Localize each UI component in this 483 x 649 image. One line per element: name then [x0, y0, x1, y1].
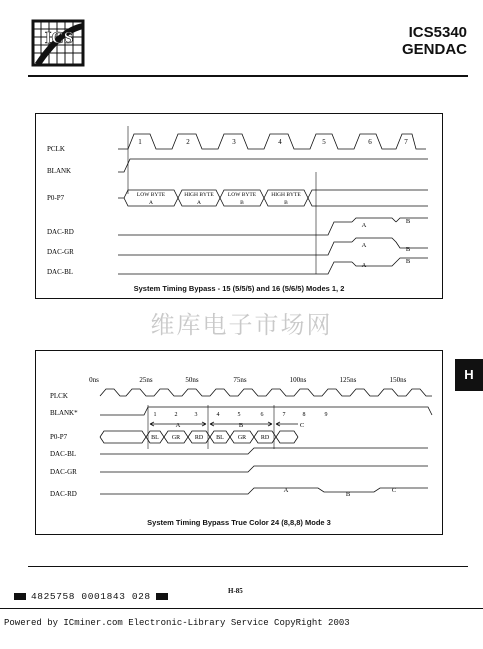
bus-byte-label: B [240, 200, 244, 206]
signal-label: DAC-RD [47, 228, 74, 236]
clock-number: 1 [138, 138, 142, 146]
clock-number: 6 [368, 138, 372, 146]
signal-label: PLCK [50, 392, 68, 400]
signal-label: PCLK [47, 145, 65, 153]
logo-text: ICS [44, 28, 74, 47]
barcode-block-icon [156, 593, 168, 600]
group-label: A [175, 422, 181, 429]
bus-value: RD [260, 435, 270, 441]
clock-number: 7 [282, 412, 286, 418]
dac-value-label: A [283, 487, 289, 494]
clock-number: 6 [260, 412, 264, 418]
page-bottom-rule [0, 608, 483, 609]
signal-label: DAC-GR [50, 468, 77, 476]
clock-number: 3 [194, 412, 198, 418]
page-number: H-85 [228, 587, 243, 595]
dac-value-label: A [361, 262, 367, 269]
time-label: 50ns [185, 376, 199, 384]
bus-value: RD [194, 435, 204, 441]
ics-logo [29, 15, 87, 71]
clock-number: 2 [174, 412, 178, 418]
bus-value: GR [171, 435, 181, 441]
clock-number: 1 [153, 412, 157, 418]
signal-label: BLANK* [50, 409, 78, 417]
barcode-text: 4825758 0001843 028 [31, 591, 151, 602]
watermark: 维库电子市场网 [150, 311, 333, 339]
diagram-1-caption: System Timing Bypass - 15 (5/5/5) and 16 (5/6/5) Modes 1, 2 [133, 284, 345, 293]
header-rule [28, 75, 468, 77]
clock-number: 8 [302, 412, 306, 418]
dac-value-label: B [405, 258, 411, 265]
time-label: 125ns [339, 376, 357, 384]
dac-value-label: A [361, 222, 367, 229]
section-tab: H [455, 359, 483, 391]
barcode-block-icon [14, 593, 26, 600]
clock-number: 5 [322, 138, 326, 146]
dac-value-label: B [405, 218, 411, 225]
signal-label: DAC-BL [47, 268, 74, 276]
footer-text: Powered by ICminer.com Electronic-Library Service CopyRight 2003 [4, 618, 350, 628]
clock-number: 4 [278, 138, 282, 146]
timing-diagram-2 [35, 350, 443, 535]
bus-byte-label: B [284, 200, 288, 206]
part-name: GENDAC [401, 41, 467, 58]
diagram-2-caption: System Timing Bypass True Color 24 (8,8,8) Mode 3 [147, 518, 331, 527]
time-label: 75ns [233, 376, 247, 384]
bus-byte-label: A [149, 200, 153, 206]
dac-value-label: B [345, 491, 351, 498]
footer-rule [28, 566, 468, 567]
timing-diagram-1 [35, 113, 443, 299]
time-label: 0ns [89, 376, 99, 384]
bus-value: GR [237, 435, 247, 441]
part-number: ICS5340 [408, 24, 467, 41]
bus-byte-label: LOW BYTE [227, 192, 257, 198]
clock-number: 3 [232, 138, 236, 146]
clock-number: 7 [404, 138, 408, 146]
bus-value: BL [151, 435, 159, 441]
time-label: 100ns [289, 376, 307, 384]
signal-label: DAC-BL [50, 450, 77, 458]
signal-label: BLANK [47, 167, 72, 175]
clock-number: 9 [324, 412, 328, 418]
group-label: B [238, 422, 244, 429]
bus-byte-label: LOW BYTE [136, 192, 166, 198]
signal-label: DAC-GR [47, 248, 74, 256]
clock-number: 4 [216, 412, 220, 418]
bus-byte-label: A [197, 200, 201, 206]
signal-label: P0-P7 [47, 194, 65, 202]
dac-value-label: C [391, 487, 397, 494]
bus-byte-label: HIGH BYTE [184, 192, 214, 198]
clock-number: 2 [186, 138, 190, 146]
signal-label: DAC-RD [50, 490, 77, 498]
bus-byte-label: HIGH BYTE [271, 192, 301, 198]
dac-value-label: B [405, 246, 411, 253]
time-label: 150ns [389, 376, 407, 384]
bus-value: BL [216, 435, 224, 441]
signal-label: P0-P7 [50, 433, 68, 441]
clock-number: 5 [237, 412, 241, 418]
group-label: C [299, 422, 305, 429]
time-label: 25ns [139, 376, 153, 384]
barcode [14, 591, 168, 602]
dac-value-label: A [361, 242, 367, 249]
